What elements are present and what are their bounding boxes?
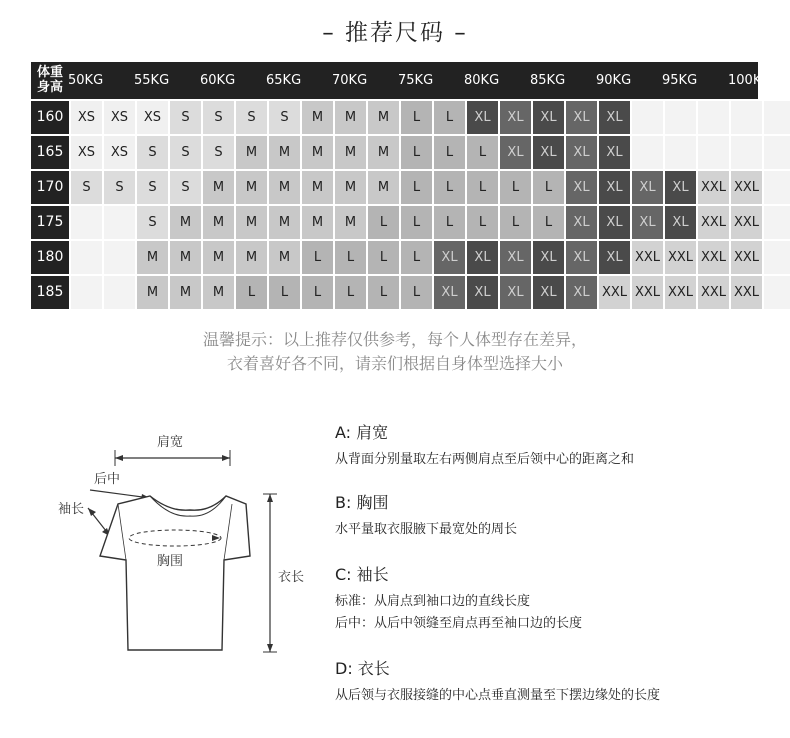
size-cell: XL xyxy=(465,276,498,309)
size-cell: S xyxy=(135,136,168,169)
size-cell xyxy=(729,136,762,169)
size-cell: L xyxy=(399,241,432,274)
size-cell: L xyxy=(366,241,399,274)
definition-desc: 水平量取衣服腋下最宽处的周长 xyxy=(335,522,518,537)
size-cell xyxy=(102,241,135,274)
size-cell xyxy=(762,101,790,134)
height-label: 175 xyxy=(31,206,69,239)
size-cell: XXL xyxy=(729,171,762,204)
size-cell: L xyxy=(399,136,432,169)
size-cell: XS xyxy=(102,101,135,134)
definition-key: D: 衣长 xyxy=(335,659,390,678)
size-cell: S xyxy=(234,101,267,134)
definition-desc: 从背面分别量取左右两侧肩点至后领中心的距离之和 xyxy=(335,452,635,467)
size-cell: L xyxy=(465,206,498,239)
size-cell: S xyxy=(135,171,168,204)
definition-length xyxy=(335,656,660,707)
size-cell: L xyxy=(432,171,465,204)
size-cell: XXL xyxy=(696,206,729,239)
size-cell: XL xyxy=(498,276,531,309)
size-cell: XL xyxy=(498,101,531,134)
size-cell: XL xyxy=(630,206,663,239)
size-table-header xyxy=(31,62,772,99)
size-cell: S xyxy=(102,171,135,204)
size-cell xyxy=(630,101,663,134)
size-cell: XL xyxy=(597,241,630,274)
size-cell: L xyxy=(399,101,432,134)
definition-sleeve xyxy=(335,562,582,635)
table-row xyxy=(31,239,758,274)
size-cell: XS xyxy=(135,101,168,134)
definition-key: A: 肩宽 xyxy=(335,423,389,442)
size-cell: XS xyxy=(69,136,102,169)
size-cell: XXL xyxy=(663,276,696,309)
size-cell: L xyxy=(498,206,531,239)
size-cell: XL xyxy=(531,276,564,309)
size-cell: L xyxy=(234,276,267,309)
weight-header: 80KG xyxy=(464,73,500,88)
size-cell: L xyxy=(267,276,300,309)
size-cell: M xyxy=(300,171,333,204)
size-cell xyxy=(762,136,790,169)
size-cell: XL xyxy=(597,101,630,134)
size-cell: XL xyxy=(498,136,531,169)
size-cell xyxy=(102,206,135,239)
size-cell: XL xyxy=(597,171,630,204)
definition-desc xyxy=(335,591,582,635)
size-cell xyxy=(69,206,102,239)
size-cell: XL xyxy=(498,241,531,274)
weight-header: 75KG xyxy=(398,73,434,88)
size-cell: XXL xyxy=(696,171,729,204)
corner-height-label: 身高 xyxy=(36,80,63,95)
size-cell: XL xyxy=(564,206,597,239)
table-row xyxy=(31,204,758,239)
size-table xyxy=(31,62,772,309)
size-cell: XS xyxy=(69,101,102,134)
table-row xyxy=(31,134,758,169)
size-cell: M xyxy=(267,171,300,204)
size-cell: M xyxy=(135,241,168,274)
height-label: 165 xyxy=(31,136,69,169)
definition-desc: 从后领与衣服接缝的中心点垂直测量至下摆边缘处的长度 xyxy=(335,688,661,703)
height-label: 170 xyxy=(31,171,69,204)
label-chest: 胸围 xyxy=(157,554,184,569)
tshirt-outline xyxy=(50,420,340,670)
size-cell: XL xyxy=(564,276,597,309)
size-cell: L xyxy=(333,276,366,309)
size-cell: M xyxy=(234,241,267,274)
note-line-2: 衣着喜好各不同，请亲们根据自身体型选择大小 xyxy=(226,354,563,373)
size-cell: M xyxy=(300,206,333,239)
size-cell: L xyxy=(300,241,333,274)
size-cell: M xyxy=(201,241,234,274)
note-line-1: 温馨提示：以上推荐仅供参考，每个人体型存在差异， xyxy=(202,330,587,349)
size-cell: L xyxy=(399,171,432,204)
size-cell: XL xyxy=(564,136,597,169)
weight-header: 95KG xyxy=(662,73,698,88)
label-length: 衣长 xyxy=(278,570,305,585)
definition-desc-line: 后中：从后中领缝至肩点再至袖口边的长度 xyxy=(335,616,583,631)
weight-header: 90KG xyxy=(596,73,632,88)
size-cell: XL xyxy=(465,241,498,274)
definition-chest xyxy=(335,490,517,541)
size-cell: M xyxy=(201,206,234,239)
size-cell: XXL xyxy=(696,276,729,309)
size-cell: L xyxy=(366,206,399,239)
size-cell: XXL xyxy=(729,241,762,274)
size-cell: S xyxy=(267,101,300,134)
size-cell: M xyxy=(333,101,366,134)
size-cell xyxy=(696,136,729,169)
size-cell: M xyxy=(234,206,267,239)
definition-key: B: 胸围 xyxy=(335,493,389,512)
corner-label xyxy=(31,62,69,99)
size-cell: M xyxy=(366,171,399,204)
size-cell: XL xyxy=(465,101,498,134)
height-label: 180 xyxy=(31,241,69,274)
size-cell: M xyxy=(366,101,399,134)
size-cell: XXL xyxy=(696,241,729,274)
size-cell: XL xyxy=(432,276,465,309)
size-cell: M xyxy=(135,276,168,309)
label-back-center: 后中 xyxy=(94,472,121,487)
size-cell xyxy=(663,136,696,169)
size-cell: M xyxy=(267,136,300,169)
size-cell: M xyxy=(168,206,201,239)
label-sleeve: 袖长 xyxy=(58,502,85,517)
weight-header: 60KG xyxy=(200,73,236,88)
size-cell: L xyxy=(432,136,465,169)
size-cell: M xyxy=(333,206,366,239)
size-cell: L xyxy=(531,206,564,239)
size-cell: M xyxy=(333,136,366,169)
size-cell xyxy=(630,136,663,169)
size-cell: XXL xyxy=(729,206,762,239)
size-cell: XXL xyxy=(663,241,696,274)
size-cell xyxy=(729,101,762,134)
size-cell: L xyxy=(465,171,498,204)
size-cell: XL xyxy=(564,171,597,204)
size-cell: XL xyxy=(564,101,597,134)
size-cell: M xyxy=(168,241,201,274)
size-cell: M xyxy=(300,136,333,169)
size-cell: M xyxy=(234,171,267,204)
size-cell xyxy=(69,241,102,274)
size-cell: XL xyxy=(663,171,696,204)
size-cell: S xyxy=(168,136,201,169)
size-cell: XXL xyxy=(630,276,663,309)
size-cell: XL xyxy=(597,136,630,169)
table-row xyxy=(31,274,758,309)
weight-header: 65KG xyxy=(266,73,302,88)
size-cell: M xyxy=(333,171,366,204)
tshirt-diagram xyxy=(50,420,340,670)
weight-header: 55KG xyxy=(134,73,170,88)
size-cell: L xyxy=(432,206,465,239)
size-cell: XXL xyxy=(630,241,663,274)
definition-desc-line: 标准：从肩点到袖口边的直线长度 xyxy=(335,594,531,609)
weight-header: 50KG xyxy=(68,73,104,88)
size-cell: L xyxy=(300,276,333,309)
size-cell: XS xyxy=(102,136,135,169)
size-cell: XL xyxy=(531,136,564,169)
size-cell xyxy=(762,276,790,309)
size-cell: L xyxy=(399,276,432,309)
size-cell: S xyxy=(168,171,201,204)
size-cell: M xyxy=(300,101,333,134)
size-cell: L xyxy=(366,276,399,309)
size-cell: XL xyxy=(630,171,663,204)
weight-header: 85KG xyxy=(530,73,566,88)
size-cell: M xyxy=(267,206,300,239)
size-cell xyxy=(762,171,790,204)
size-cell: S xyxy=(201,101,234,134)
size-cell: XXL xyxy=(597,276,630,309)
size-cell: XL xyxy=(531,101,564,134)
size-cell: M xyxy=(267,241,300,274)
size-cell: M xyxy=(201,171,234,204)
page-title: – 推荐尺码 – xyxy=(322,20,468,46)
size-cell: S xyxy=(135,206,168,239)
size-cell: M xyxy=(201,276,234,309)
size-cell: XL xyxy=(432,241,465,274)
definition-key: C: 袖长 xyxy=(335,565,389,584)
weight-header: 70KG xyxy=(332,73,368,88)
size-cell xyxy=(663,101,696,134)
height-label: 185 xyxy=(31,276,69,309)
height-label: 160 xyxy=(31,101,69,134)
size-cell: XL xyxy=(663,206,696,239)
size-cell: L xyxy=(531,171,564,204)
label-shoulder: 肩宽 xyxy=(157,435,184,450)
size-cell: XL xyxy=(564,241,597,274)
size-cell xyxy=(696,101,729,134)
size-cell: M xyxy=(168,276,201,309)
size-cell: S xyxy=(201,136,234,169)
size-cell: XL xyxy=(531,241,564,274)
size-cell: XXL xyxy=(729,276,762,309)
size-cell: XL xyxy=(597,206,630,239)
table-row xyxy=(31,99,758,134)
table-row xyxy=(31,169,758,204)
definition-shoulder xyxy=(335,420,634,471)
weight-header: 100KG xyxy=(728,73,772,88)
size-cell: S xyxy=(168,101,201,134)
corner-weight-label: 体重 xyxy=(36,65,63,80)
size-cell: M xyxy=(234,136,267,169)
size-cell: M xyxy=(366,136,399,169)
size-cell: S xyxy=(69,171,102,204)
size-cell xyxy=(102,276,135,309)
size-cell xyxy=(762,206,790,239)
size-cell: L xyxy=(399,206,432,239)
size-cell: L xyxy=(432,101,465,134)
size-cell: L xyxy=(498,171,531,204)
size-cell: L xyxy=(333,241,366,274)
size-cell: L xyxy=(465,136,498,169)
size-cell xyxy=(69,276,102,309)
size-cell xyxy=(762,241,790,274)
